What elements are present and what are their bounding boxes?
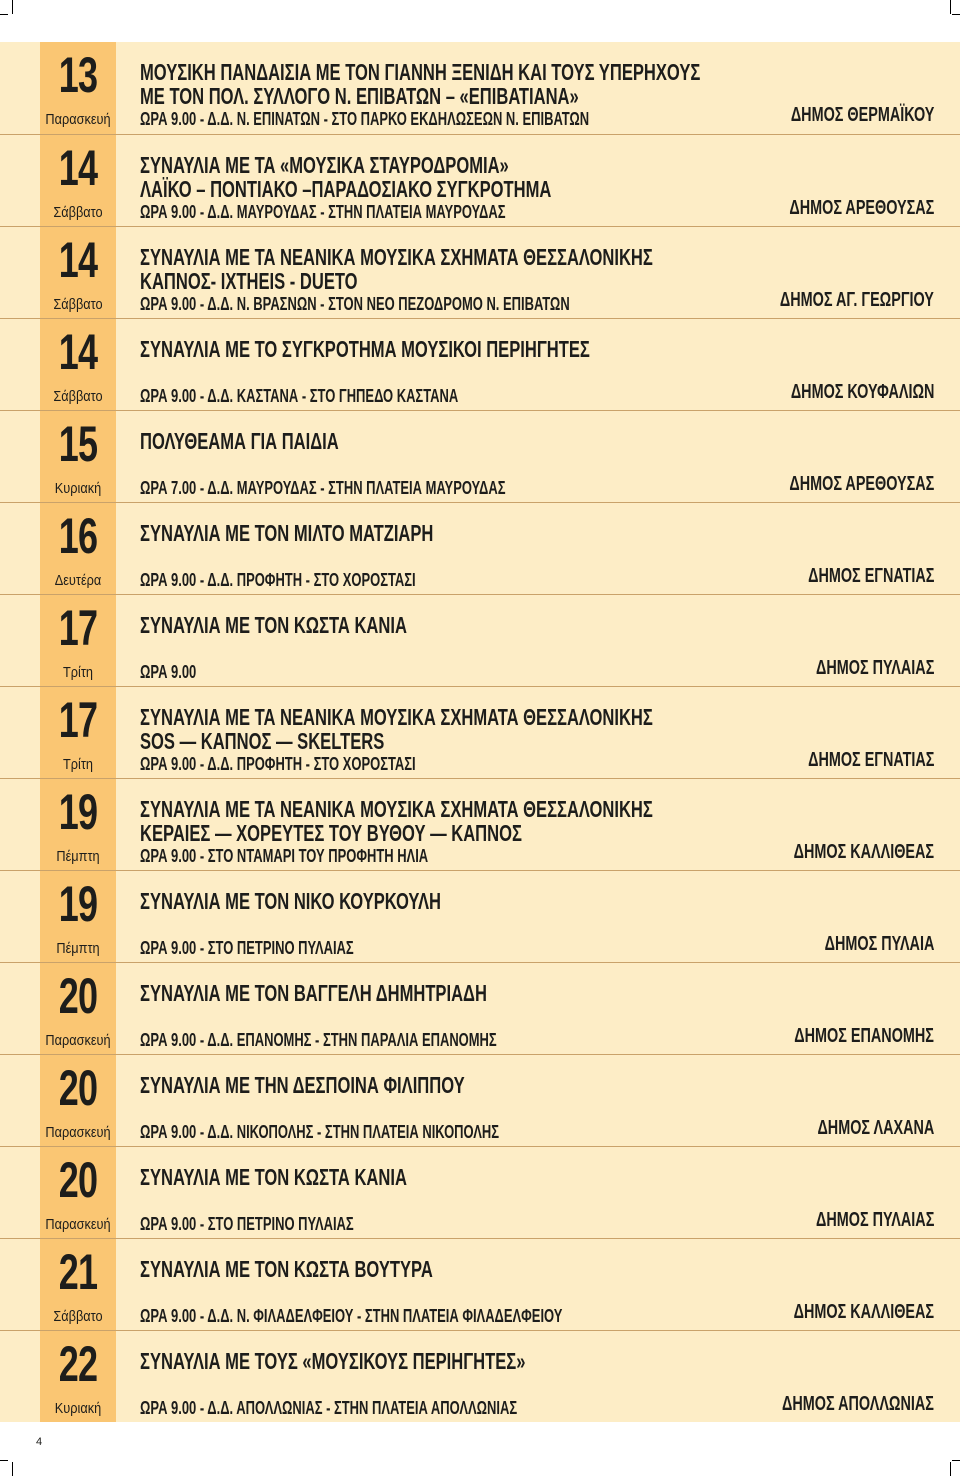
crop-mark (952, 1460, 960, 1461)
event-day-number: 14 (58, 324, 98, 380)
event-row (0, 594, 960, 687)
event-title-line: ΣΥΝΑΥΛΙΑ ΜΕ ΤΑ «ΜΟΥΣΙΚΑ ΣΤΑΥΡΟΔΡΟΜΙΑ» (140, 152, 509, 178)
event-title (140, 704, 653, 754)
event-title-line: ΣΥΝΑΥΛΙΑ ΜΕ ΤΟΝ ΜΙΛΤΟ ΜΑΤΖΙΑΡΗ (140, 520, 434, 546)
event-time-location: ΩΡΑ 9.00 - Δ.Δ. ΠΡΟΦΗΤΗ - ΣΤΟ ΧΟΡΟΣΤΑΣΙ (140, 570, 416, 590)
crop-mark (950, 1462, 951, 1476)
event-title (140, 1257, 586, 1281)
event-time-location: ΩΡΑ 9.00 - Δ.Δ. ΕΠΑΝΟΜΗΣ - ΣΤΗΝ ΠΑΡΑΛΙΑ ΕΠΑΝΟΜΗΣ (140, 1030, 497, 1050)
event-time-location: ΩΡΑ 9.00 - Δ.Δ. Ν. ΒΡΑΣΝΩΝ - ΣΤΟΝ ΝΕΟ ΠΕΖΟΔΡΟΜΟ Ν. ΕΠΙΒΑΤΩΝ (140, 294, 570, 314)
event-day-number: 20 (58, 1152, 98, 1208)
event-municipality: ΔΗΜΟΣ ΛΑΧΑΝΑ (817, 1117, 934, 1139)
event-title (140, 981, 586, 1005)
event-row (0, 1146, 960, 1239)
crop-mark (12, 0, 13, 14)
event-day-number: 13 (58, 47, 98, 103)
event-row (0, 1054, 960, 1147)
event-day-number: 14 (58, 232, 98, 288)
event-weekday: Τρίτη (62, 664, 93, 681)
event-title-line: ΛΑΪΚΟ – ΠΟΝΤΙΑΚΟ –ΠΑΡΑΔΟΣΙΑΚΟ ΣΥΓΚΡΟΤΗΜΑ (140, 176, 552, 202)
event-row (0, 1330, 960, 1423)
event-weekday: Σάββατο (53, 388, 103, 405)
event-title (140, 1349, 586, 1373)
event-row (0, 134, 960, 227)
event-title (140, 613, 586, 637)
event-row (0, 226, 960, 319)
crop-mark (950, 0, 951, 14)
event-title-line: ΣΥΝΑΥΛΙΑ ΜΕ ΤΟΝ ΚΩΣΤΑ ΒΟΥΤΥΡΑ (140, 1256, 433, 1282)
event-weekday: Σάββατο (53, 296, 103, 313)
event-time-location: ΩΡΑ 9.00 - ΣΤΟ ΝΤΑΜΑΡΙ ΤΟΥ ΠΡΟΦΗΤΗ ΗΛΙΑ (140, 846, 429, 866)
event-municipality: ΔΗΜΟΣ ΑΓ. ΓΕΩΡΓΙΟΥ (779, 289, 934, 311)
event-title-line: ΣΥΝΑΥΛΙΑ ΜΕ ΤΟΝ ΚΩΣΤΑ ΚΑΝΙΑ (140, 612, 407, 638)
event-weekday: Δευτέρα (54, 572, 102, 589)
event-title (140, 889, 586, 913)
event-weekday: Παρασκευή (45, 1216, 111, 1233)
event-time-location: ΩΡΑ 9.00 - Δ.Δ. ΑΠΟΛΛΩΝΙΑΣ - ΣΤΗΝ ΠΛΑΤΕΙΑ ΑΠΟΛΛΩΝΙΑΣ (140, 1398, 518, 1418)
event-day-number: 14 (58, 140, 98, 196)
crop-mark (952, 14, 960, 15)
event-day-number: 20 (58, 1060, 98, 1116)
event-municipality: ΔΗΜΟΣ ΚΑΛΛΙΘΕΑΣ (793, 841, 934, 863)
event-row (0, 502, 960, 595)
event-weekday: Πέμπτη (56, 848, 100, 865)
event-row (0, 962, 960, 1055)
event-title-line: ΜΟΥΣΙΚΗ ΠΑΝΔΑΙΣΙΑ ΜΕ ΤΟΝ ΓΙΑΝΝΗ ΞΕΝΙΔΗ ΚΑΙ ΤΟΥΣ ΥΠΕΡΗΧΟΥΣ (140, 59, 701, 85)
event-day-number: 19 (58, 784, 98, 840)
event-weekday: Πέμπτη (56, 940, 100, 957)
event-time-location: ΩΡΑ 9.00 - ΣΤΟ ΠΕΤΡΙΝΟ ΠΥΛΑΙΑΣ (140, 938, 354, 958)
event-day-number: 17 (58, 692, 98, 748)
event-time-location: ΩΡΑ 9.00 - Δ.Δ. ΝΙΚΟΠΟΛΗΣ - ΣΤΗΝ ΠΛΑΤΕΙΑ ΝΙΚΟΠΟΛΗΣ (140, 1122, 500, 1142)
event-day-number: 21 (58, 1244, 98, 1300)
event-weekday: Παρασκευή (45, 1124, 111, 1141)
event-title-line: ΣΥΝΑΥΛΙΑ ΜΕ ΤΑ ΝΕΑΝΙΚΑ ΜΟΥΣΙΚΑ ΣΧΗΜΑΤΑ ΘΕΣΣΑΛΟΝΙΚΗΣ (140, 796, 653, 822)
event-title (140, 1073, 586, 1097)
event-municipality: ΔΗΜΟΣ ΚΟΥΦΑΛΙΩΝ (790, 381, 934, 403)
event-weekday: Σάββατο (53, 1308, 103, 1325)
event-title-line: ΣΥΝΑΥΛΙΑ ΜΕ ΤΟ ΣΥΓΚΡΟΤΗΜΑ ΜΟΥΣΙΚΟΙ ΠΕΡΙΗΓΗΤΕΣ (140, 336, 590, 362)
event-title-line: SOS — ΚΑΠΝΟΣ — SKELTERS (140, 728, 385, 754)
event-time-location: ΩΡΑ 9.00 - Δ.Δ. ΜΑΥΡΟΥΔΑΣ - ΣΤΗΝ ΠΛΑΤΕΙΑ ΜΑΥΡΟΥΔΑΣ (140, 202, 506, 222)
event-row (0, 778, 960, 871)
event-municipality: ΔΗΜΟΣ ΑΡΕΘΟΥΣΑΣ (789, 473, 934, 495)
event-row (0, 686, 960, 779)
event-day-number: 22 (58, 1336, 98, 1392)
event-municipality: ΔΗΜΟΣ ΕΠΑΝΟΜΗΣ (794, 1025, 934, 1047)
crop-mark (12, 1462, 13, 1476)
event-title (140, 244, 653, 294)
event-municipality: ΔΗΜΟΣ ΕΓΝΑΤΙΑΣ (807, 749, 934, 771)
event-title-line: ΣΥΝΑΥΛΙΑ ΜΕ ΤΑ ΝΕΑΝΙΚΑ ΜΟΥΣΙΚΑ ΣΧΗΜΑΤΑ ΘΕΣΣΑΛΟΝΙΚΗΣ (140, 704, 653, 730)
event-weekday: Κυριακή (54, 1400, 102, 1417)
event-municipality: ΔΗΜΟΣ ΠΥΛΑΙΑΣ (815, 657, 934, 679)
event-title (140, 521, 586, 545)
event-time-location: ΩΡΑ 9.00 - ΣΤΟ ΠΕΤΡΙΝΟ ΠΥΛΑΙΑΣ (140, 1214, 354, 1234)
event-title (140, 153, 586, 201)
event-weekday: Κυριακή (54, 480, 102, 497)
event-municipality: ΔΗΜΟΣ ΠΥΛΑΙΑ (824, 933, 934, 955)
event-time-location: ΩΡΑ 9.00 - Δ.Δ. Ν. ΕΠΙΝΑΤΩΝ - ΣΤΟ ΠΑΡΚΟ ΕΚΔΗΛΩΣΕΩΝ Ν. ΕΠΙΒΑΤΩΝ (140, 109, 590, 129)
event-title (140, 1165, 586, 1189)
event-title-line: ΜΕ ΤΟΝ ΠΟΛ. ΣΥΛΛΟΓΟ Ν. ΕΠΙΒΑΤΩΝ – «ΕΠΙΒΑΤΙΑΝΑ» (140, 83, 579, 109)
event-municipality: ΔΗΜΟΣ ΑΠΟΛΛΩΝΙΑΣ (782, 1393, 934, 1415)
event-time-location: ΩΡΑ 9.00 - Δ.Δ. Ν. ΦΙΛΑΔΕΛΦΕΙΟΥ - ΣΤΗΝ ΠΛΑΤΕΙΑ ΦΙΛΑΔΕΛΦΕΙΟΥ (140, 1306, 563, 1326)
event-weekday: Παρασκευή (45, 111, 111, 128)
event-day-number: 15 (58, 416, 98, 472)
event-title-line: ΣΥΝΑΥΛΙΑ ΜΕ ΤΑ ΝΕΑΝΙΚΑ ΜΟΥΣΙΚΑ ΣΧΗΜΑΤΑ ΘΕΣΣΑΛΟΝΙΚΗΣ (140, 244, 653, 270)
event-time-location: ΩΡΑ 9.00 (140, 662, 197, 682)
event-row (0, 318, 960, 411)
event-day-number: 20 (58, 968, 98, 1024)
event-municipality: ΔΗΜΟΣ ΕΓΝΑΤΙΑΣ (807, 565, 934, 587)
event-weekday: Τρίτη (62, 756, 93, 773)
event-title (140, 336, 590, 362)
event-weekday: Παρασκευή (45, 1032, 111, 1049)
event-row (0, 870, 960, 963)
event-title (140, 59, 701, 109)
event-row (0, 42, 960, 134)
event-time-location: ΩΡΑ 9.00 - Δ.Δ. ΚΑΣΤΑΝΑ - ΣΤΟ ΓΗΠΕΔΟ ΚΑΣΤΑΝΑ (140, 386, 459, 406)
event-day-number: 16 (58, 508, 98, 564)
event-title-line: ΣΥΝΑΥΛΙΑ ΜΕ ΤΗΝ ΔΕΣΠΟΙΝΑ ΦΙΛΙΠΠΟΥ (140, 1072, 465, 1098)
event-title (140, 796, 653, 846)
event-municipality: ΔΗΜΟΣ ΑΡΕΘΟΥΣΑΣ (789, 197, 934, 219)
event-title-line: ΣΥΝΑΥΛΙΑ ΜΕ ΤΟΝ ΚΩΣΤΑ ΚΑΝΙΑ (140, 1164, 407, 1190)
event-municipality: ΔΗΜΟΣ ΘΕΡΜΑΪΚΟΥ (790, 104, 934, 126)
event-time-location: ΩΡΑ 7.00 - Δ.Δ. ΜΑΥΡΟΥΔΑΣ - ΣΤΗΝ ΠΛΑΤΕΙΑ ΜΑΥΡΟΥΔΑΣ (140, 478, 506, 498)
event-title-line: ΚΑΠΝΟΣ- IXTHEIS - DUETO (140, 268, 358, 294)
crop-mark (0, 1460, 8, 1461)
event-title-line: ΣΥΝΑΥΛΙΑ ΜΕ ΤΟΝ ΝΙΚΟ ΚΟΥΡΚΟΥΛΗ (140, 888, 441, 914)
event-title-line: ΣΥΝΑΥΛΙΑ ΜΕ ΤΟΝ ΒΑΓΓΕΛΗ ΔΗΜΗΤΡΙΑΔΗ (140, 980, 487, 1006)
event-weekday: Σάββατο (53, 204, 103, 221)
event-municipality: ΔΗΜΟΣ ΠΥΛΑΙΑΣ (815, 1209, 934, 1231)
event-time-location: ΩΡΑ 9.00 - Δ.Δ. ΠΡΟΦΗΤΗ - ΣΤΟ ΧΟΡΟΣΤΑΣΙ (140, 754, 416, 774)
event-title-line: ΚΕΡΑΙΕΣ — ΧΟΡΕΥΤΕΣ ΤΟΥ ΒΥΘΟΥ — ΚΑΠΝΟΣ (140, 820, 522, 846)
page-number: 4 (36, 1436, 43, 1448)
event-row (0, 410, 960, 503)
event-day-number: 17 (58, 600, 98, 656)
event-day-number: 19 (58, 876, 98, 932)
event-title-line: ΣΥΝΑΥΛΙΑ ΜΕ ΤΟΥΣ «ΜΟΥΣΙΚΟΥΣ ΠΕΡΙΗΓΗΤΕΣ» (140, 1348, 526, 1374)
event-title (140, 429, 586, 453)
event-municipality: ΔΗΜΟΣ ΚΑΛΛΙΘΕΑΣ (793, 1301, 934, 1323)
event-row (0, 1238, 960, 1331)
event-title-line: ΠΟΛΥΘΕΑΜΑ ΓΙΑ ΠΑΙΔΙΑ (140, 428, 339, 454)
crop-mark (0, 14, 8, 15)
